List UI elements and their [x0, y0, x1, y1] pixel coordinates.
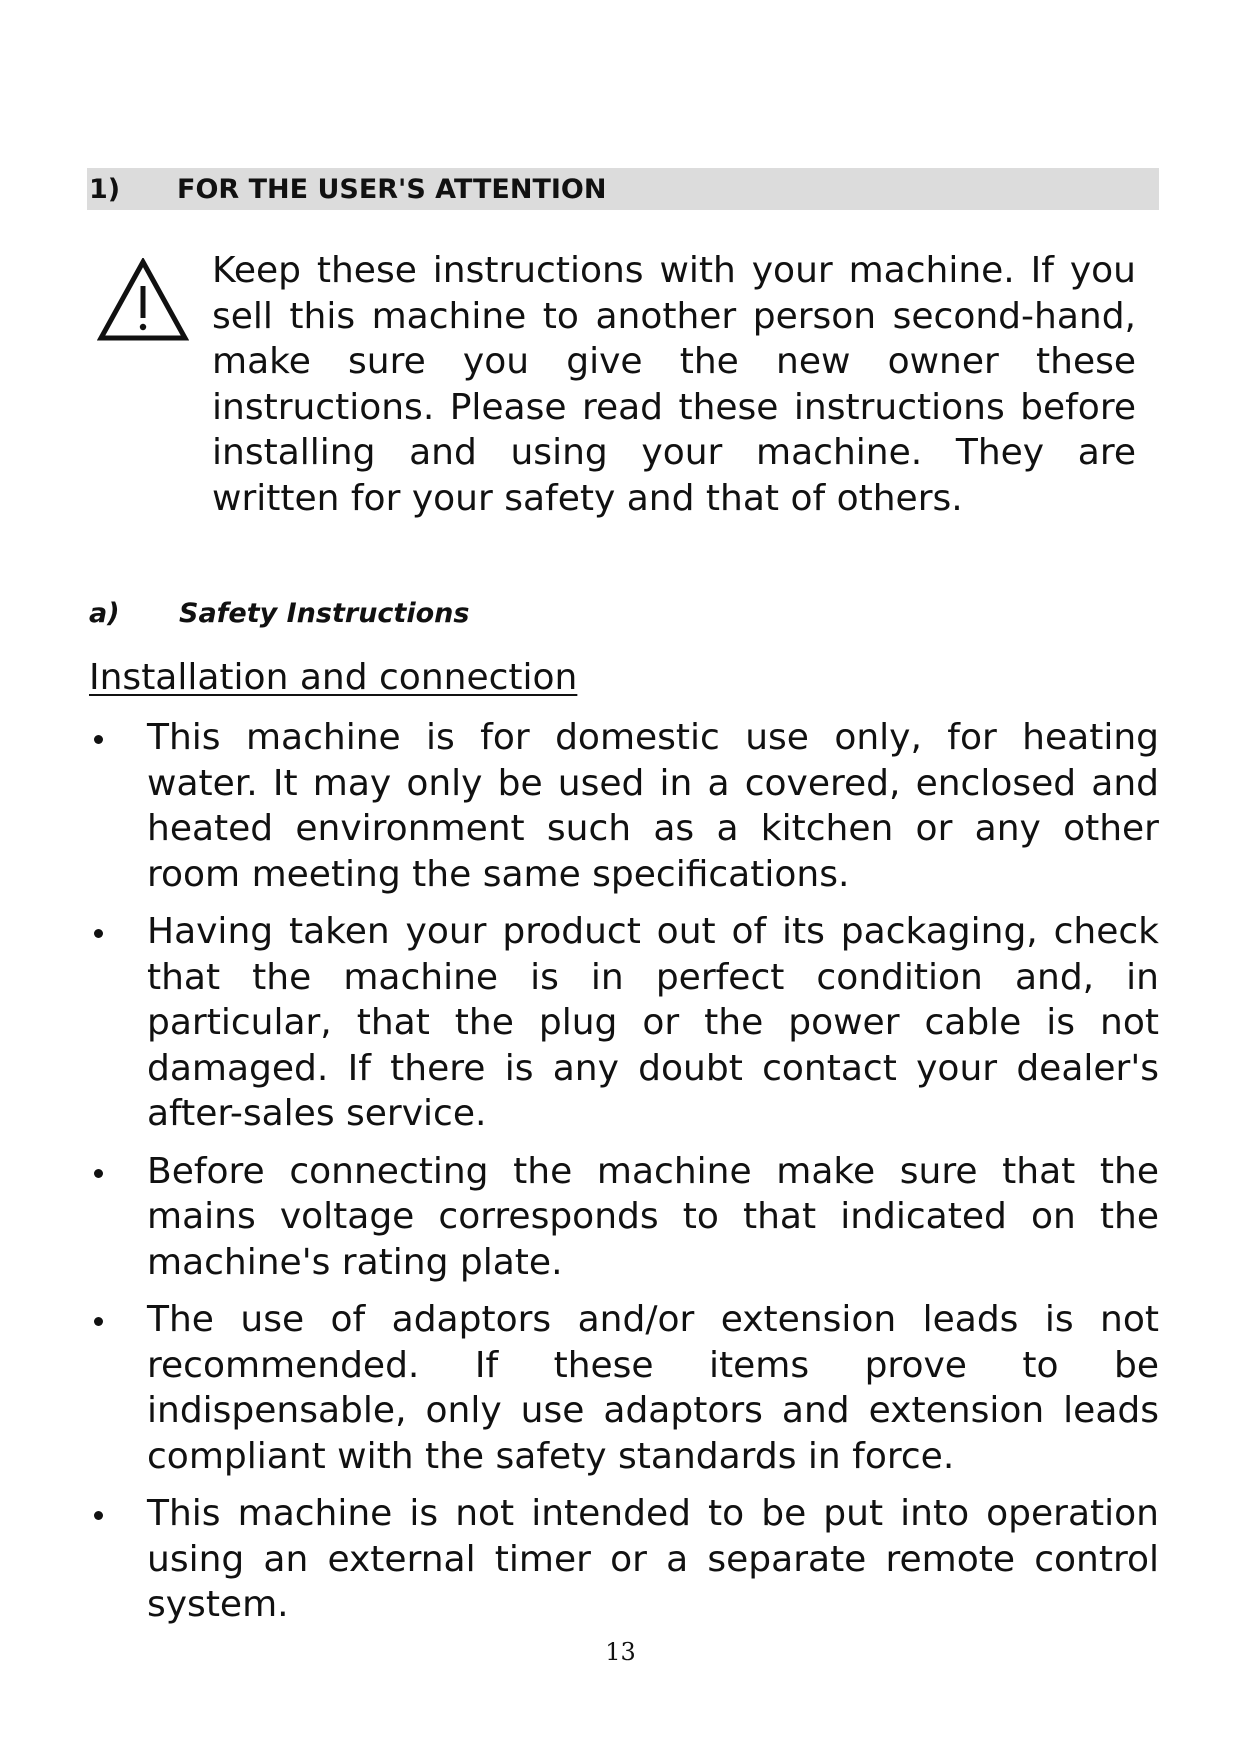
section-header [87, 168, 1159, 210]
list-item-text: This machine is not intended to be put into operation using an external timer or a separate remote control system. [147, 1493, 1159, 1625]
list-item-text: Before connecting the machine make sure that the mains voltage corresponds to that indicated on the machine's rating plate. [147, 1150, 1159, 1283]
list-item-text: Having taken your product out of its packaging, check that the machine is in perfect condition and, in particular, that the plug or the power cable is not damaged. If there is any doubt contact your dealer's after-sales service. [147, 911, 1159, 1134]
bullet-icon [94, 735, 103, 744]
list-item [89, 1149, 1159, 1286]
bullet-icon [94, 929, 103, 938]
bullet-icon [94, 1169, 103, 1178]
subsection-title: Safety Instructions [179, 598, 470, 629]
warning-triangle-icon [97, 258, 189, 342]
bullet-icon [94, 1511, 103, 1520]
list-item [89, 1297, 1159, 1479]
subsection-letter: a) [89, 598, 120, 629]
list-item-text: This machine is for domestic use only, for heating water. It may only be used in a covered, enclosed and heated environment such as a kitchen or any other room meeting the same specifications. [147, 717, 1159, 895]
topic-title: Installation and connection [89, 657, 578, 698]
list-item [89, 1491, 1159, 1628]
bullet-list [89, 715, 1159, 1640]
list-item [89, 715, 1159, 897]
list-item-text: The use of adaptors and/or extension leads is not recommended. If these items prove to be indispensable, only use adaptors and extension leads compliant with the safety standards in force. [147, 1299, 1159, 1477]
warning-text: Keep these instructions with your machine. If you sell this machine to another person second-hand, make sure you give the new owner these instructions. Please read these instructions before installing and using your machine. They are written for your safety and that of others. [212, 250, 1136, 519]
section-title: FOR THE USER'S ATTENTION [177, 173, 607, 205]
section-number: 1) [89, 173, 121, 205]
page-number: 13 [605, 1638, 636, 1666]
list-item [89, 909, 1159, 1137]
bullet-icon [94, 1317, 103, 1326]
